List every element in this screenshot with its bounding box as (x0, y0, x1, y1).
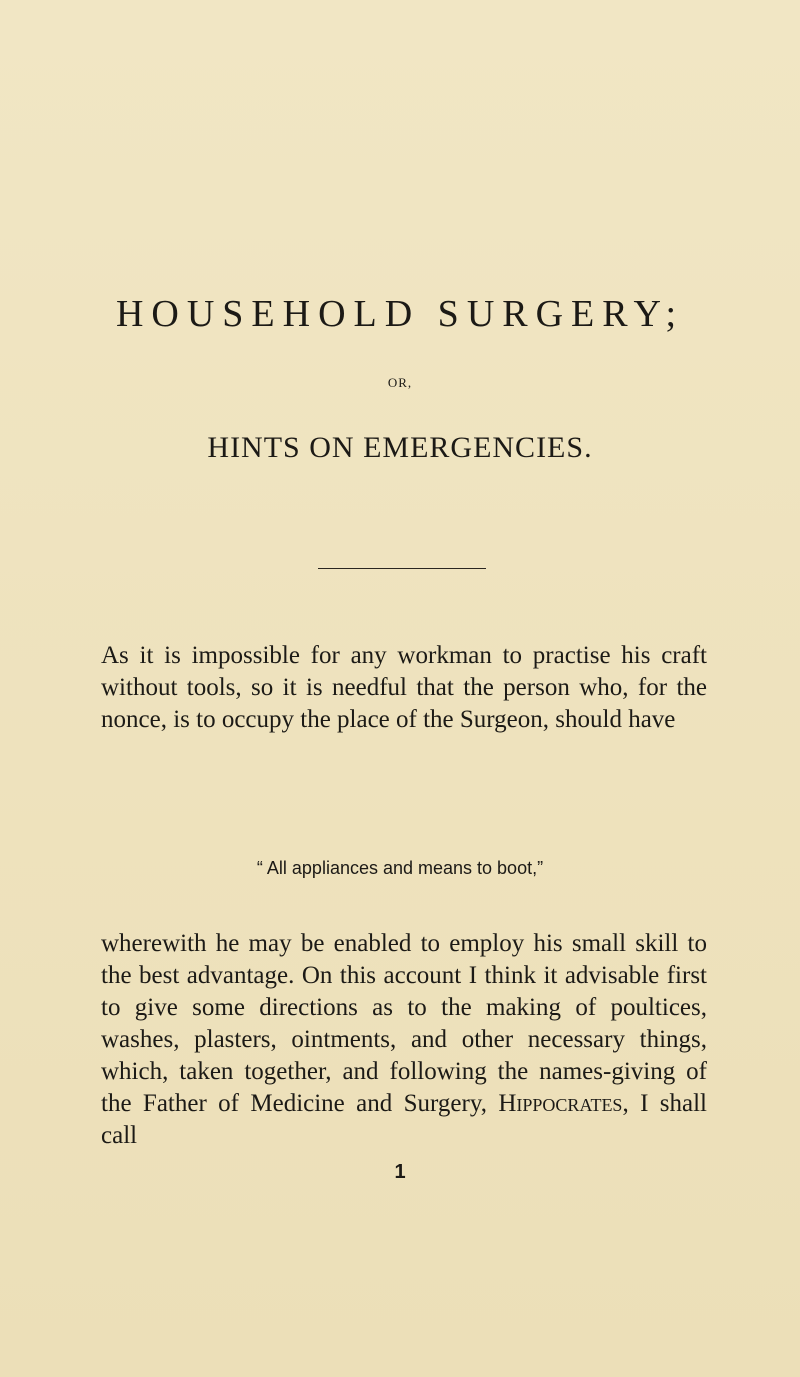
quotation: “ All appliances and means to boot,” (256, 858, 544, 878)
page-title: HOUSEHOLD SURGERY; (115, 293, 685, 335)
opening-paragraph: As it is impossible for any workman to practise his craft without tools, so it is needful that the person who, for the nonce, is to occupy the place of the Surgeon, should have (101, 642, 707, 733)
continuation-paragraph (101, 928, 707, 1152)
hippocrates-name: Hippocrates (498, 1090, 623, 1117)
page-number: 1 (394, 1161, 406, 1183)
continuation-text-after: , I shall call (101, 1090, 708, 1149)
continuation-text-before: wherewith he may be enabled to employ his small skill to the best advantage. On this account I think it advisable first to give some directions as to the making of poultices, washes, plasters, ointments, and other necessary things, which, taken together, and following the names-giving of the Father of Medicine and Surgery, (101, 930, 707, 1117)
page-subtitle: HINTS ON EMERGENCIES. (207, 431, 593, 464)
title-connector: OR, (387, 375, 413, 390)
section-divider (318, 568, 486, 569)
